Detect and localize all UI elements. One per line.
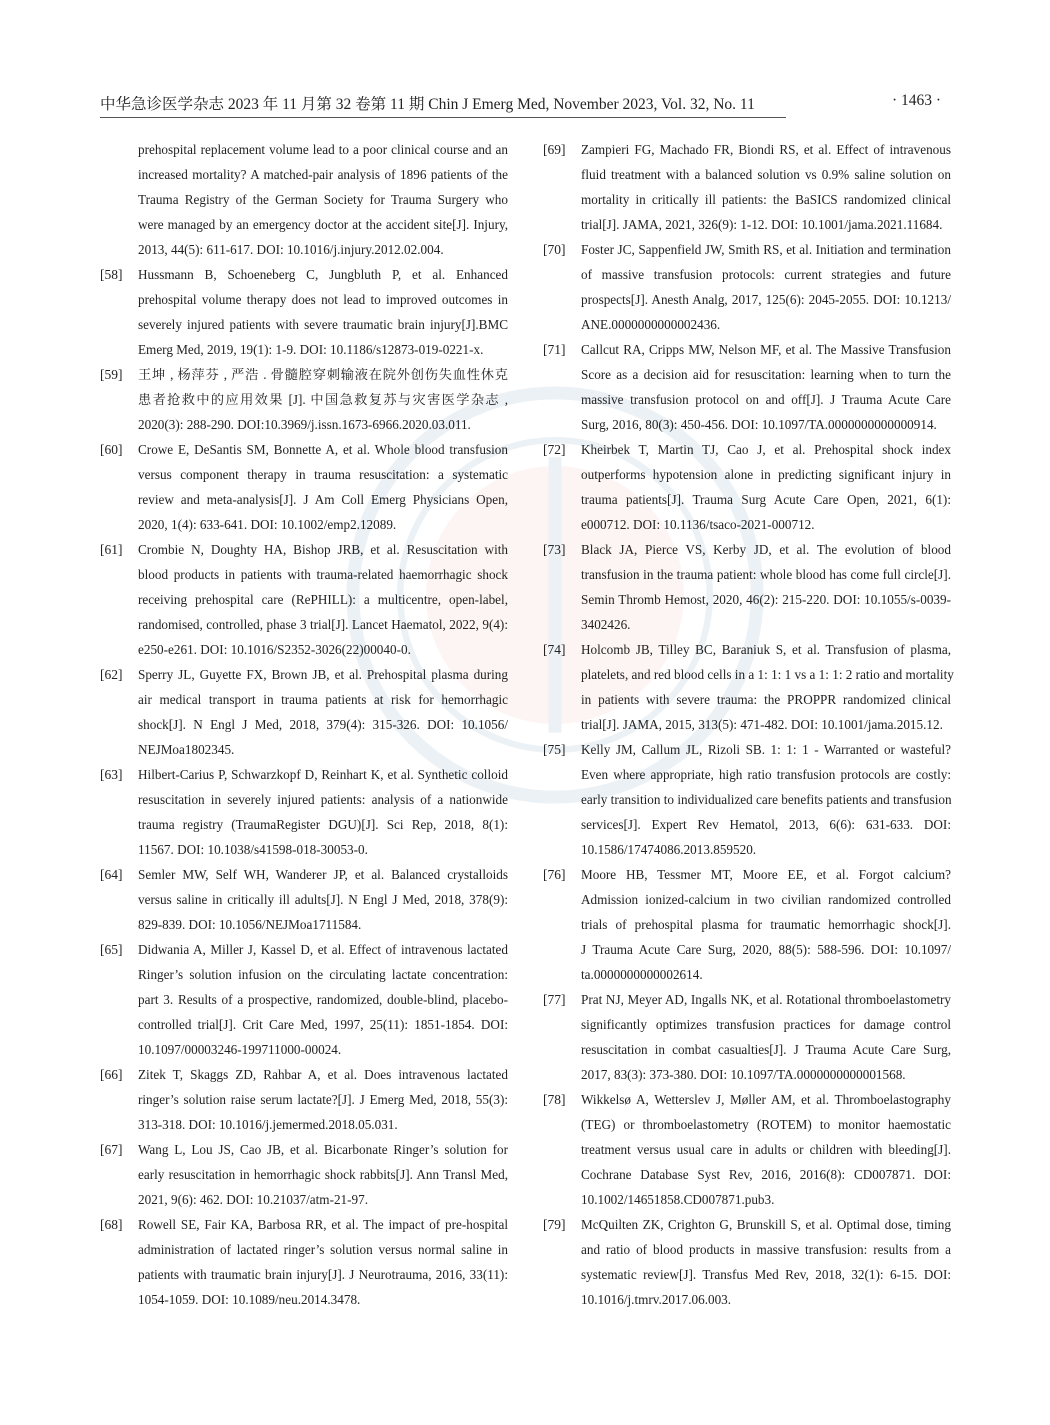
reference-number: [60] <box>100 442 123 457</box>
reference-line: (TEG) or thromboelastometry (ROTEM) to monitor haemostatic <box>581 1117 951 1132</box>
reference-line: 829-839. DOI: 10.1056/NEJMoa1711584. <box>138 917 362 932</box>
reference-line: Crowe E, DeSantis SM, Bonnette A, et al. Whole blood transfusion <box>138 442 508 457</box>
reference-line: Semler MW, Self WH, Wanderer JP, et al. Balanced crystalloids <box>138 867 508 882</box>
reference-line: 10.1002/14651858.CD007871.pub3. <box>581 1192 775 1207</box>
reference-line: air medical transport in trauma patients at risk for hemorrhagic <box>138 692 508 707</box>
reference-line: ringer’s solution raise serum lactate?[J]. J Emerg Med, 2018, 55(3): <box>138 1092 508 1107</box>
reference-line: NEJMoa1802345. <box>138 742 235 757</box>
reference-entry <box>543 637 954 737</box>
reference-line: severely injured patients with severe traumatic brain injury[J].BMC <box>138 317 508 332</box>
reference-line: trials of prehospital plasma for traumatic hemorrhagic shock[J]. <box>581 917 951 932</box>
reference-line: patients with traumatic brain injury[J]. J Neurotrauma, 2016, 33(11): <box>138 1267 508 1282</box>
reference-line: Kheirbek T, Martin TJ, Cao J, et al. Prehospital shock index <box>581 442 951 457</box>
reference-line: versus component therapy in trauma resuscitation: a systematic <box>138 467 508 482</box>
reference-entry <box>100 537 508 662</box>
left-column-references <box>100 137 508 1312</box>
reference-line: receiving prehospital care (RePHILL): a multicentre, open-label, <box>138 592 508 607</box>
reference-number: [58] <box>100 267 123 282</box>
reference-line: 2021, 9(6): 462. DOI: 10.21037/atm-21-97. <box>138 1192 369 1207</box>
reference-line: 2013, 44(5): 611-617. DOI: 10.1016/j.injury.2012.02.004. <box>138 242 444 257</box>
reference-number: [73] <box>543 542 566 557</box>
reference-number: [61] <box>100 542 123 557</box>
reference-entry <box>543 862 951 987</box>
reference-line: early resuscitation in hemorrhagic shock rabbits[J]. Ann Transl Med, <box>138 1167 508 1182</box>
reference-line: trial[J]. JAMA, 2015, 313(5): 471-482. DOI: 10.1001/jama.2015.12. <box>581 717 943 732</box>
reference-line: Hilbert-Carius P, Schwarzkopf D, Reinhart K, et al. Synthetic colloid <box>138 767 508 782</box>
reference-line: were managed by an emergency doctor at the accident site[J]. Injury, <box>138 217 508 232</box>
reference-line: 患者抢救中的应用效果 [J]. 中国急救复苏与灾害医学杂志 , <box>138 392 508 407</box>
reference-line: in patients with severe trauma: the PROPPR randomized clinical <box>581 692 951 707</box>
reference-line: randomised, controlled, phase 3 trial[J]. Lancet Haematol, 2022, 9(4): <box>138 617 508 632</box>
reference-line: prehospital volume therapy does not lead to improved outcomes in <box>138 292 508 307</box>
reference-number: [72] <box>543 442 566 457</box>
reference-entry <box>543 437 951 537</box>
reference-line: ta.0000000000002614. <box>581 967 703 982</box>
reference-number: [77] <box>543 992 566 1007</box>
reference-number: [75] <box>543 742 566 757</box>
reference-line: 2020, 1(4): 633-641. DOI: 10.1002/emp2.12089. <box>138 517 397 532</box>
running-header: 中华急诊医学杂志 2023 年 11 月第 32 卷第 11 期 Chin J Emerg Med, November 2023, Vol. 32, No. 11 <box>100 92 786 118</box>
reference-entry <box>100 662 508 762</box>
reference-line: massive transfusion protocol on and off[J]. J Trauma Acute Care <box>581 392 951 407</box>
reference-number: [65] <box>100 942 123 957</box>
reference-line: controlled trial[J]. Crit Care Med, 1997, 25(11): 1851-1854. DOI: <box>138 1017 508 1032</box>
reference-line: early transition to individualized care benefits patients and transfusion <box>581 792 952 807</box>
reference-number: [74] <box>543 642 566 657</box>
reference-entry <box>543 237 951 337</box>
reference-entry <box>543 987 951 1087</box>
reference-line: Zampieri FG, Machado FR, Biondi RS, et al. Effect of intravenous <box>581 142 951 157</box>
reference-entry <box>100 1212 508 1312</box>
reference-line: Callcut RA, Cripps MW, Nelson MF, et al. The Massive Transfusion <box>581 342 951 357</box>
page-number: · 1463 · <box>892 92 942 109</box>
reference-entry <box>100 137 508 262</box>
reference-line: prospects[J]. Anesth Analg, 2017, 125(6): 2045-2055. DOI: 10.1213/ <box>581 292 951 307</box>
reference-entry <box>100 1137 508 1212</box>
reference-line: mortality in critically ill patients: the BaSICS randomized clinical <box>581 192 951 207</box>
reference-line: e000712. DOI: 10.1136/tsaco-2021-000712. <box>581 517 815 532</box>
reference-line: fluid treatment with a balanced solution vs 0.9% saline solution on <box>581 167 951 182</box>
reference-number: [67] <box>100 1142 123 1157</box>
reference-number: [69] <box>543 142 566 157</box>
reference-line: Kelly JM, Callum JL, Rizoli SB. 1: 1: 1 - Warranted or wasteful? <box>581 742 951 757</box>
reference-line: trauma registry (TraumaRegister DGU)[J]. Sci Rep, 2018, 8(1): <box>138 817 508 832</box>
reference-line: Trauma Registry of the German Society for Trauma Surgery who <box>138 192 508 207</box>
reference-line: services[J]. Expert Rev Hematol, 2013, 6(6): 631-633. DOI: <box>581 817 951 832</box>
reference-entry <box>543 737 951 862</box>
reference-line: Semin Thromb Hemost, 2020, 46(2): 215-220. DOI: 10.1055/s-0039- <box>581 592 951 607</box>
right-column-references <box>543 137 954 1312</box>
reference-line: 1054-1059. DOI: 10.1089/neu.2014.3478. <box>138 1292 361 1307</box>
reference-line: 10.1016/j.tmrv.2017.06.003. <box>581 1292 732 1307</box>
reference-line: Wang L, Lou JS, Cao JB, et al. Bicarbonate Ringer’s solution for <box>138 1142 508 1157</box>
reference-line: outperforms hypotension alone in predicting significant injury in <box>581 467 951 482</box>
reference-line: Surg, 2016, 80(3): 450-456. DOI: 10.1097/TA.0000000000000914. <box>581 417 937 432</box>
reference-line: Holcomb JB, Tilley BC, Baraniuk S, et al. Transfusion of plasma, <box>581 642 951 657</box>
reference-number: [64] <box>100 867 123 882</box>
reference-line: Ringer’s solution infusion on the circulating lactate concentration: <box>138 967 508 982</box>
reference-line: blood products in patients with trauma-related haemorrhagic shock <box>138 567 508 582</box>
reference-line: Rowell SE, Fair KA, Barbosa RR, et al. The impact of pre-hospital <box>138 1217 508 1232</box>
reference-entry <box>100 1062 508 1137</box>
reference-line: 2017, 83(3): 373-380. DOI: 10.1097/TA.0000000000001568. <box>581 1067 906 1082</box>
reference-line: e250-e261. DOI: 10.1016/S2352-3026(22)00040-0. <box>138 642 411 657</box>
reference-line: treatment versus usual care in adults or children with bleeding[J]. <box>581 1142 951 1157</box>
reference-entry <box>543 537 951 637</box>
reference-entry <box>100 762 508 862</box>
reference-entry <box>543 1087 951 1212</box>
reference-line: Black JA, Pierce VS, Kerby JD, et al. The evolution of blood <box>581 542 951 557</box>
reference-entry <box>543 1212 951 1312</box>
reference-entry <box>100 862 508 937</box>
reference-entry <box>100 937 508 1062</box>
reference-line: systematic review[J]. Transfus Med Rev, 2018, 32(1): 6-15. DOI: <box>581 1267 951 1282</box>
reference-line: Didwania A, Miller J, Kassel D, et al. Effect of intravenous lactated <box>138 942 508 957</box>
reference-entry <box>543 137 951 237</box>
reference-entry <box>100 362 508 437</box>
reference-line: increased mortality? A matched-pair analysis of 1896 patients of the <box>138 167 508 182</box>
reference-line: 2020(3): 288-290. DOI:10.3969/j.issn.1673-6966.2020.03.011. <box>138 417 471 432</box>
reference-line: Crombie N, Doughty HA, Bishop JRB, et al. Resuscitation with <box>138 542 508 557</box>
reference-number: [76] <box>543 867 566 882</box>
reference-number: [78] <box>543 1092 566 1107</box>
reference-line: administration of lactated ringer’s solution versus normal saline in <box>138 1242 508 1257</box>
reference-number: [70] <box>543 242 566 257</box>
reference-entry <box>100 262 508 362</box>
reference-line: Sperry JL, Guyette FX, Brown JB, et al. Prehospital plasma during <box>138 667 508 682</box>
reference-line: Admission ionized-calcium in two civilian randomized controlled <box>581 892 951 907</box>
reference-number: [62] <box>100 667 123 682</box>
reference-line: Zitek T, Skaggs ZD, Rahbar A, et al. Does intravenous lactated <box>138 1067 508 1082</box>
reference-line: 王坤 , 杨萍芬 , 严浩 . 骨髓腔穿刺输液在院外创伤失血性休克 <box>138 367 508 382</box>
reference-line: platelets, and red blood cells in a 1: 1: 1 vs a 1: 1: 2 ratio and mortality <box>581 667 954 682</box>
reference-line: 11567. DOI: 10.1038/s41598-018-30053-0. <box>138 842 368 857</box>
reference-line: significantly optimizes transfusion practices for damage control <box>581 1017 951 1032</box>
reference-line: versus saline in critically ill adults[J]. N Engl J Med, 2018, 378(9): <box>138 892 508 907</box>
reference-line: Prat NJ, Meyer AD, Ingalls NK, et al. Rotational thromboelastometry <box>581 992 951 1007</box>
reference-line: and ratio of blood products in massive transfusion: results from a <box>581 1242 951 1257</box>
reference-line: Wikkelsø A, Wetterslev J, Møller AM, et al. Thromboelastography <box>581 1092 951 1107</box>
reference-line: resuscitation in combat casualties[J]. J Trauma Acute Care Surg, <box>581 1042 951 1057</box>
reference-line: trauma patients[J]. Trauma Surg Acute Care Open, 2021, 6(1): <box>581 492 951 507</box>
reference-line: trial[J]. JAMA, 2021, 326(9): 1-12. DOI: 10.1001/jama.2021.11684. <box>581 217 943 232</box>
reference-entry <box>100 437 508 537</box>
reference-line: ANE.0000000000002436. <box>581 317 721 332</box>
reference-line: Foster JC, Sappenfield JW, Smith RS, et al. Initiation and termination <box>581 242 951 257</box>
reference-line: Cochrane Database Syst Rev, 2016, 2016(8): CD007871. DOI: <box>581 1167 951 1182</box>
reference-number: [63] <box>100 767 123 782</box>
reference-number: [79] <box>543 1217 566 1232</box>
reference-line: resuscitation in severely injured patients: analysis of a nationwide <box>138 792 508 807</box>
reference-line: Moore HB, Tessmer MT, Moore EE, et al. Forgot calcium? <box>581 867 951 882</box>
reference-line: transfusion in the trauma patient: whole blood has come full circle[J]. <box>581 567 951 582</box>
reference-number: [68] <box>100 1217 123 1232</box>
reference-line: McQuilten ZK, Crighton G, Brunskill S, et al. Optimal dose, timing <box>581 1217 951 1232</box>
reference-line: prehospital replacement volume lead to a poor clinical course and an <box>138 142 508 157</box>
reference-line: Score as a decision aid for resuscitation: learning when to turn the <box>581 367 951 382</box>
reference-line: 10.1097/00003246-199711000-00024. <box>138 1042 342 1057</box>
reference-line: Emerg Med, 2019, 19(1): 1-9. DOI: 10.1186/s12873-019-0221-x. <box>138 342 484 357</box>
reference-number: [59] <box>100 367 123 382</box>
reference-line: of massive transfusion protocols: current strategies and future <box>581 267 951 282</box>
reference-line: 10.1586/17474086.2013.859520. <box>581 842 757 857</box>
reference-line: shock[J]. N Engl J Med, 2018, 379(4): 315-326. DOI: 10.1056/ <box>138 717 508 732</box>
reference-entry <box>543 337 951 437</box>
reference-number: [66] <box>100 1067 123 1082</box>
reference-line: 3402426. <box>581 617 631 632</box>
reference-line: part 3. Results of a prospective, randomized, double-blind, placebo- <box>138 992 508 1007</box>
reference-number: [71] <box>543 342 566 357</box>
reference-line: 313-318. DOI: 10.1016/j.jemermed.2018.05.031. <box>138 1117 398 1132</box>
reference-line: Hussmann B, Schoeneberg C, Jungbluth P, et al. Enhanced <box>138 267 508 282</box>
reference-line: Even where appropriate, high ratio transfusion protocols are costly: <box>581 767 951 782</box>
reference-line: J Trauma Acute Care Surg, 2020, 88(5): 588-596. DOI: 10.1097/ <box>581 942 951 957</box>
reference-line: review and meta-analysis[J]. J Am Coll Emerg Physicians Open, <box>138 492 508 507</box>
